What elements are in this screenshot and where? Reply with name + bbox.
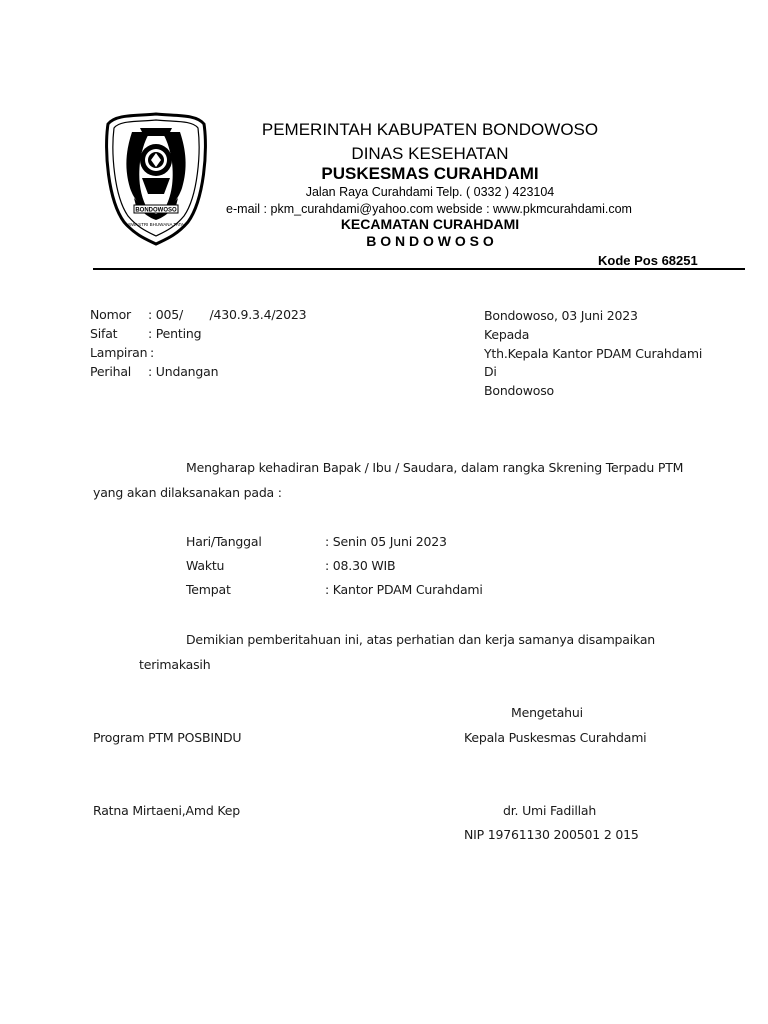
- recipient-to: Kepada: [484, 327, 530, 342]
- meta-value-perihal: : Undangan: [148, 364, 219, 379]
- meta-value-nomor: : 005/ /430.9.3.4/2023: [148, 307, 307, 322]
- known-by-label: Mengetahui: [511, 705, 583, 720]
- contact-line: e-mail : pkm_curahdami@yahoo.com webside : www.pkmcurahdami.com: [226, 202, 632, 216]
- unit-title: PUSKESMAS CURAHDAMI: [321, 164, 539, 183]
- meta-label-sifat: Sifat: [90, 326, 118, 341]
- city-title: B O N D O W O S O: [366, 233, 494, 249]
- dept-title: DINAS KESEHATAN: [351, 144, 509, 163]
- letter-date: Bondowoso, 03 Juni 2023: [484, 308, 638, 323]
- meta-label-lampiran: Lampiran: [90, 345, 148, 360]
- body-paragraph-line2: yang akan dilaksanakan pada :: [93, 485, 282, 500]
- detail-label-time: Waktu: [186, 558, 225, 573]
- closing-line1: Demikian pemberitahuan ini, atas perhatian dan kerja samanya disampaikan: [186, 632, 656, 647]
- logo-text-top: BONDOWOSO: [135, 207, 177, 214]
- left-signatory-name: Ratna Mirtaeni,Amd Kep: [93, 803, 240, 818]
- meta-label-perihal: Perihal: [90, 364, 132, 379]
- recipient-name: Yth.Kepala Kantor PDAM Curahdami: [484, 346, 703, 361]
- address-line: Jalan Raya Curahdami Telp. ( 0332 ) 423104: [305, 185, 555, 199]
- recipient-at: Di: [484, 364, 497, 379]
- right-signatory-title: Kepala Puskesmas Curahdami: [464, 730, 647, 745]
- right-signatory-nip: NIP 19761130 200501 2 015: [464, 827, 639, 842]
- logo-text-bottom: SWASTRI BHUWANA TATA: [128, 222, 184, 227]
- bondowoso-emblem-logo: [104, 110, 208, 246]
- meta-value-sifat: : Penting: [148, 326, 202, 341]
- left-signatory-title: Program PTM POSBINDU: [93, 730, 242, 745]
- postal-code: Kode Pos 68251: [598, 253, 698, 268]
- detail-value-place: : Kantor PDAM Curahdami: [325, 582, 483, 597]
- closing-line2: terimakasih: [139, 657, 211, 672]
- meta-value-lampiran: :: [150, 345, 155, 360]
- detail-value-time: : 08.30 WIB: [325, 558, 396, 573]
- district-title: KECAMATAN CURAHDAMI: [340, 216, 520, 232]
- detail-value-date: : Senin 05 Juni 2023: [325, 534, 447, 549]
- recipient-city: Bondowoso: [484, 383, 554, 398]
- gov-title: PEMERINTAH KABUPATEN BONDOWOSO: [261, 120, 599, 139]
- meta-label-nomor: Nomor: [90, 307, 131, 322]
- detail-label-place: Tempat: [186, 582, 231, 597]
- letterhead-divider: [93, 268, 745, 270]
- body-paragraph-line1: Mengharap kehadiran Bapak / Ibu / Saudara, dalam rangka Skrening Terpadu PTM: [186, 460, 684, 475]
- detail-label-date: Hari/Tanggal: [186, 534, 262, 549]
- right-signatory-name: dr. Umi Fadillah: [503, 803, 597, 818]
